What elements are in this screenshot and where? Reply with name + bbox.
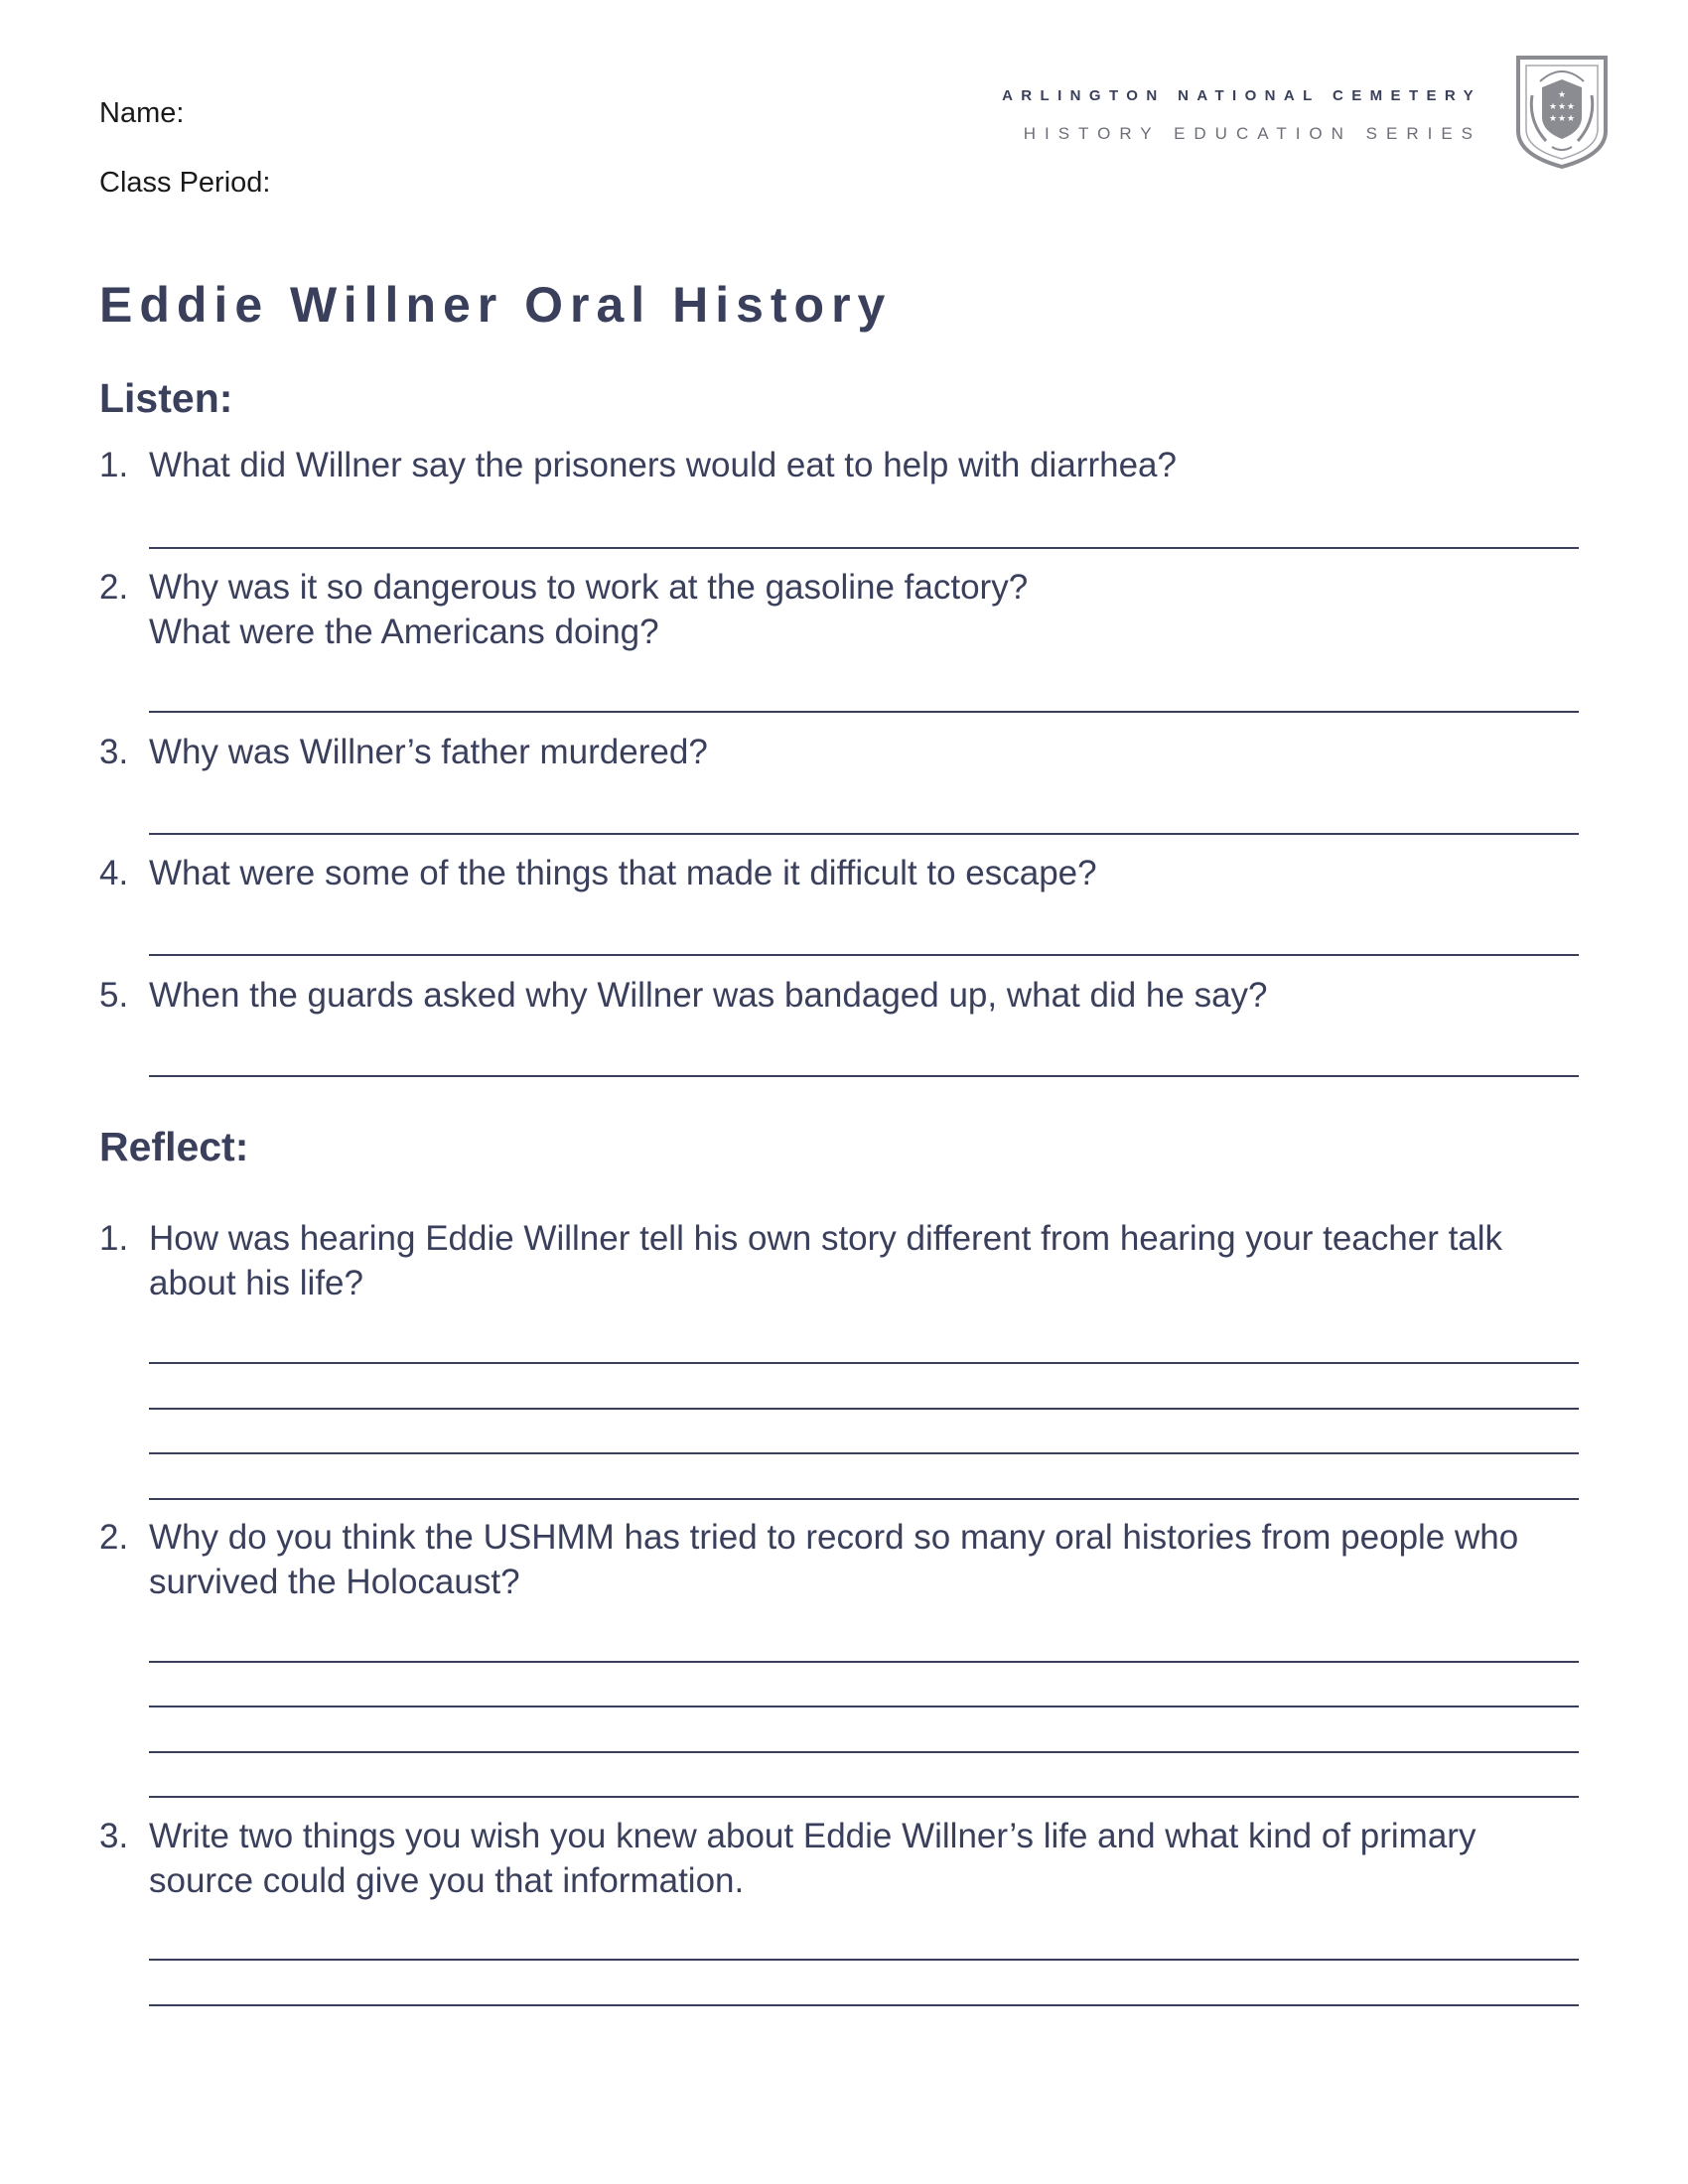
series-header [1002,87,1481,144]
answer-line[interactable] [149,1075,1579,1077]
question-text: Why was it so dangerous to work at the gasoline factory? What were the Americans doing? [149,568,1029,651]
reflect-heading: Reflect: [99,1124,249,1169]
question-number: 5. [99,976,129,1015]
question-text: Write two things you wish you knew about Eddie Willner’s life and what kind of primary source could give you that information. [149,1817,1477,1900]
svg-text:★: ★ [1566,102,1576,112]
answer-line[interactable] [149,1959,1579,1961]
reflect-question-1 [99,1216,1589,1305]
question-number: 1. [99,446,129,484]
question-text: What did Willner say the prisoners would eat to help with diarrhea? [149,446,1177,484]
listen-heading: Listen: [99,375,233,421]
question-text: Why do you think the USHMM has tried to record so many oral histories from people who survived the Holocaust? [149,1518,1519,1601]
name-field-label[interactable]: Name: [99,97,185,129]
answer-line[interactable] [149,1751,1579,1753]
listen-question-2 [99,565,1589,654]
answer-line[interactable] [149,1362,1579,1364]
svg-text:★: ★ [1557,114,1567,124]
answer-line[interactable] [149,711,1579,713]
listen-question-3 [99,730,1589,774]
answer-line[interactable] [149,1408,1579,1410]
svg-text:★: ★ [1557,102,1567,112]
svg-text:★: ★ [1566,114,1576,124]
svg-text:★: ★ [1548,102,1558,112]
listen-question-1 [99,443,1589,487]
series-name: HISTORY EDUCATION SERIES [1023,124,1481,143]
question-number: 2. [99,1518,129,1557]
reflect-question-2 [99,1515,1589,1604]
answer-line[interactable] [149,547,1579,549]
question-text: What were some of the things that made it difficult to escape? [149,854,1097,892]
listen-question-4 [99,851,1589,895]
answer-line[interactable] [149,1706,1579,1707]
svg-text:★: ★ [1548,114,1558,124]
series-org-name: ARLINGTON NATIONAL CEMETERY [1002,87,1481,104]
question-text: Why was Willner’s father murdered? [149,733,708,771]
class-period-field-label[interactable]: Class Period: [99,167,271,199]
answer-line[interactable] [149,1498,1579,1500]
answer-line[interactable] [149,833,1579,835]
answer-line[interactable] [149,2004,1579,2006]
question-number: 3. [99,1817,129,1855]
cemetery-seal-icon [1512,52,1612,171]
svg-text:★: ★ [1557,90,1567,100]
page-title: Eddie Willner Oral History [99,277,893,333]
question-number: 4. [99,854,129,892]
listen-question-5 [99,973,1589,1018]
question-number: 3. [99,733,129,771]
question-number: 1. [99,1219,129,1258]
question-text: When the guards asked why Willner was bandaged up, what did he say? [149,976,1268,1015]
question-number: 2. [99,568,129,607]
answer-line[interactable] [149,1796,1579,1798]
question-text: How was hearing Eddie Willner tell his own story different from hearing your teacher talk about his life? [149,1219,1503,1302]
reflect-question-3 [99,1814,1589,1903]
answer-line[interactable] [149,1661,1579,1663]
answer-line[interactable] [149,1452,1579,1454]
answer-line[interactable] [149,954,1579,956]
